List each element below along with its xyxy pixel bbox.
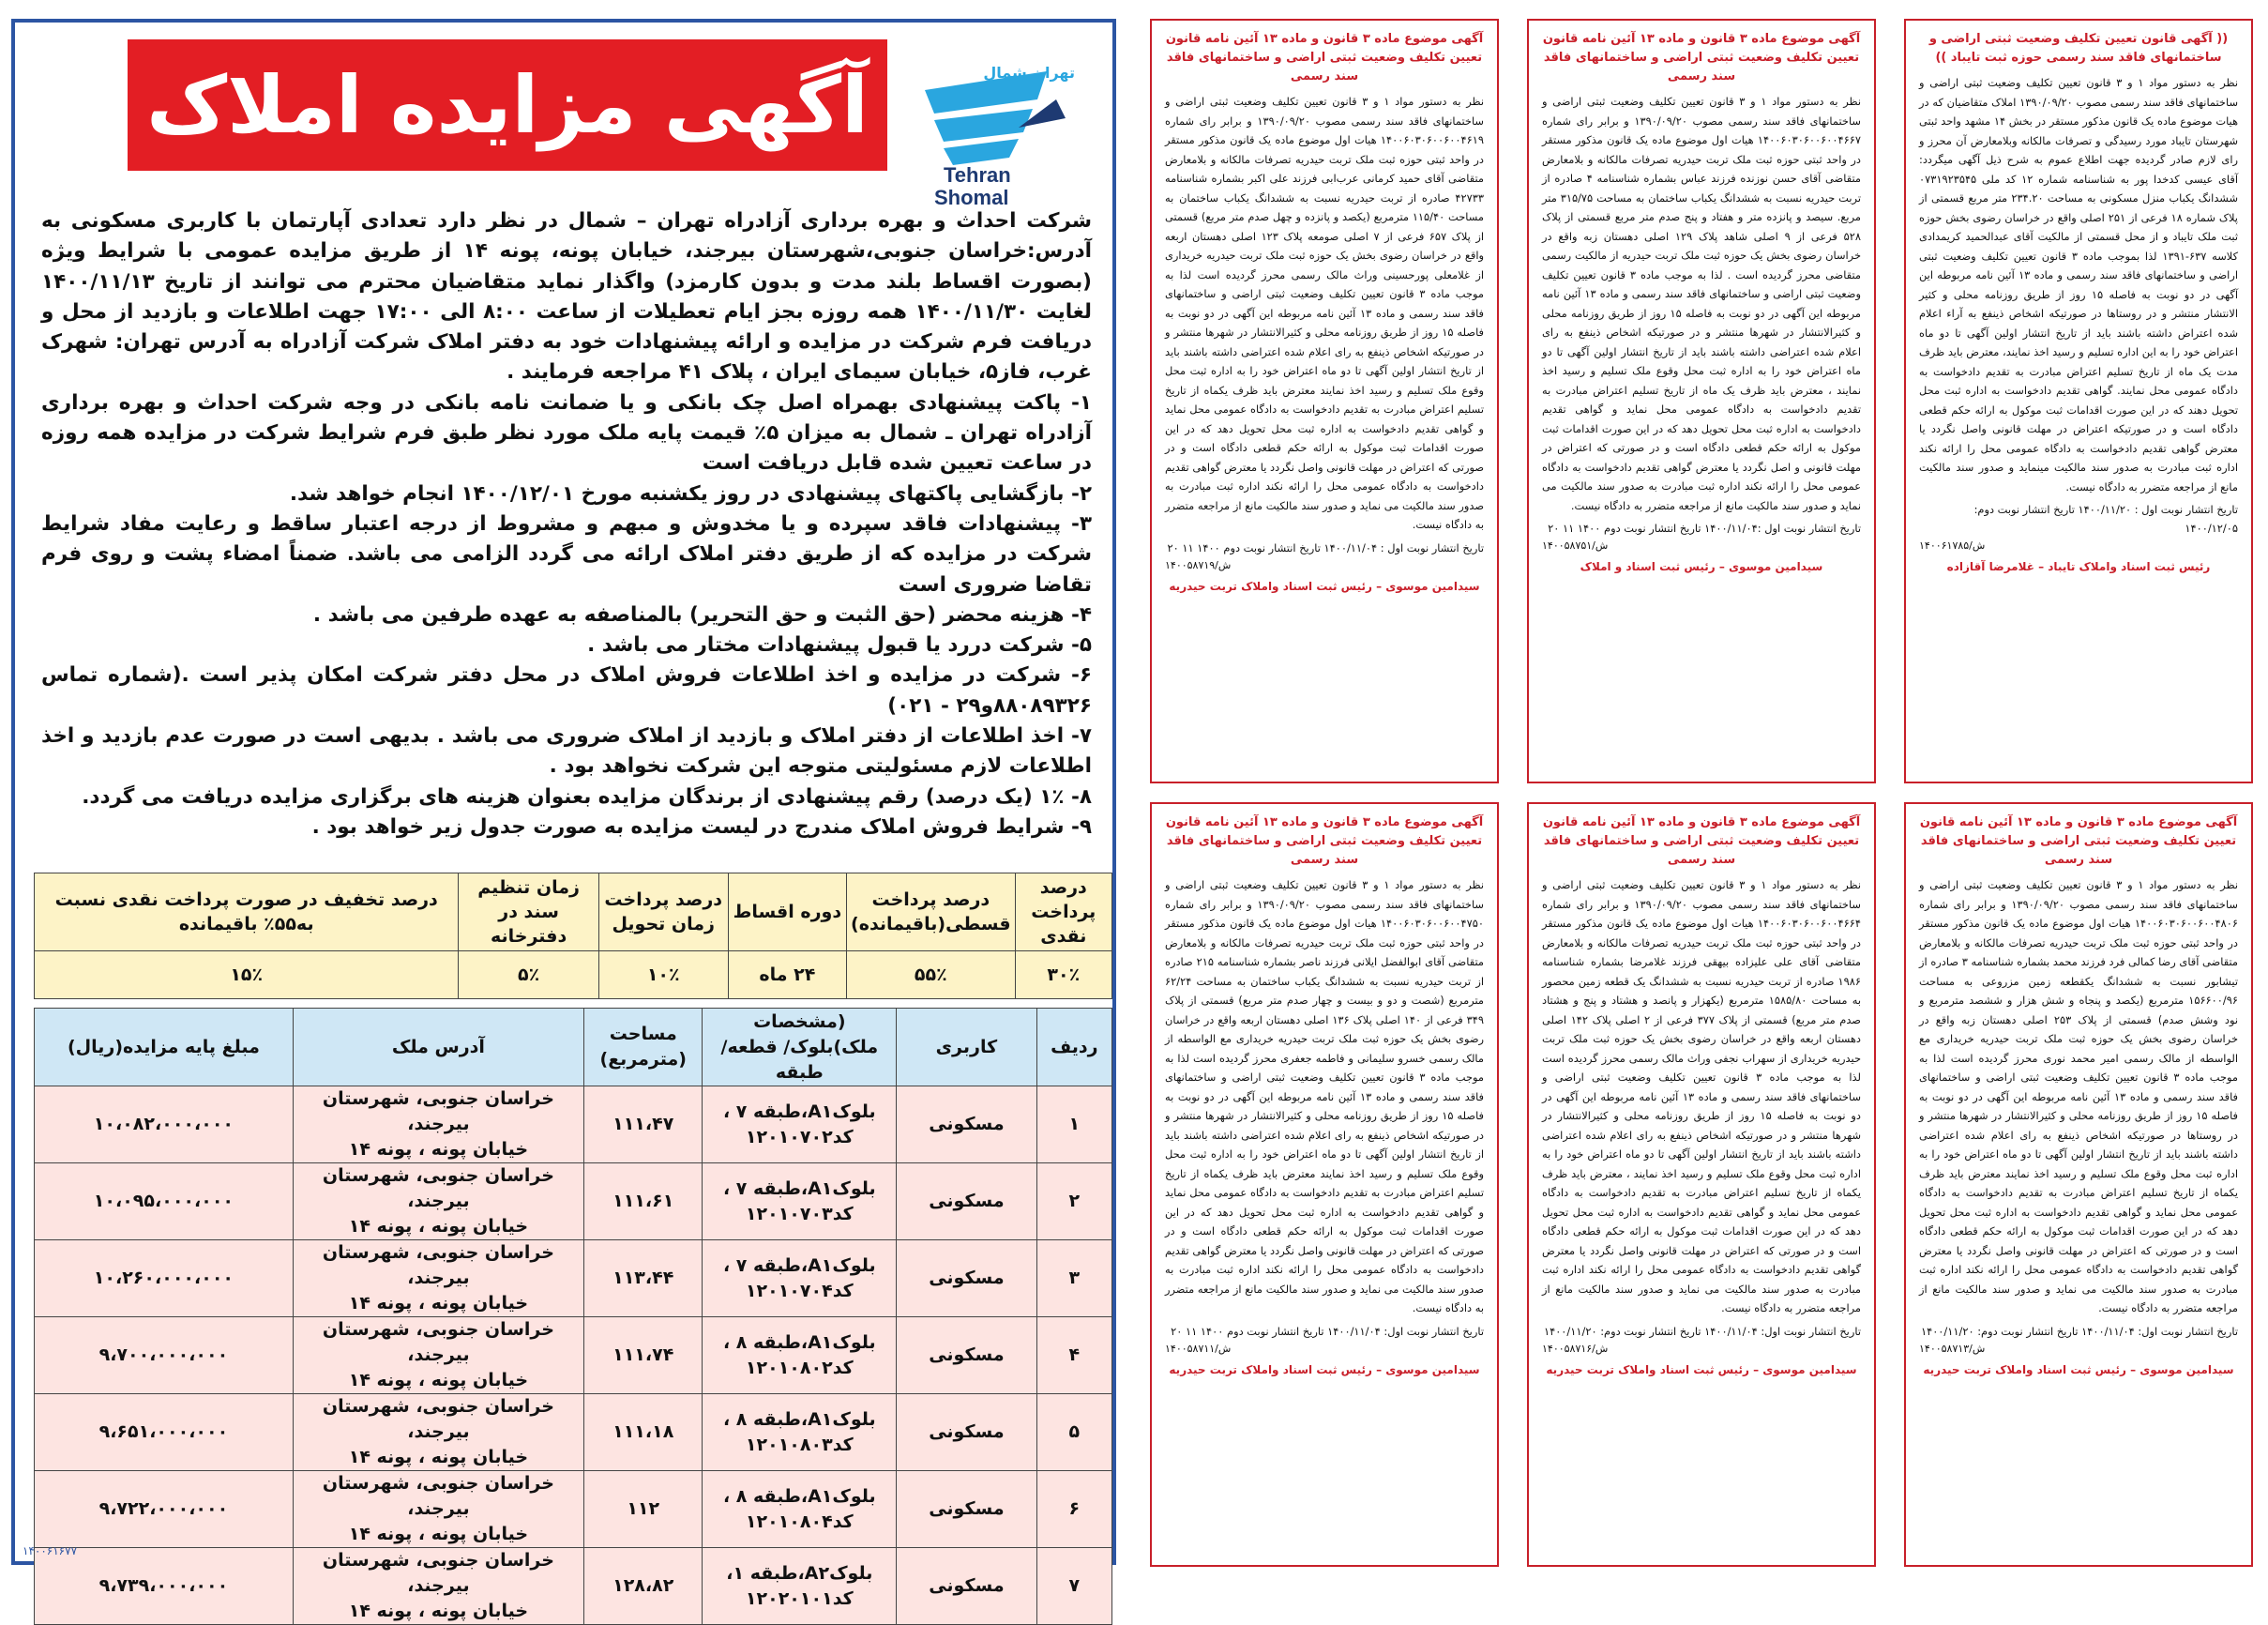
table-row — [35, 1394, 1112, 1471]
properties-header-cell: ردیف — [1036, 1009, 1111, 1086]
table-cell — [293, 1317, 583, 1394]
cell-spec-2: کد۱۲۰۱۰۸۰۳ — [745, 1434, 854, 1455]
table-cell — [1036, 1548, 1111, 1625]
cell-spec-1: بلوکA۱،طبقه ۸ ، — [722, 1408, 876, 1430]
cell-price: ۱۰،۲۶۰،۰۰۰،۰۰۰ — [93, 1268, 234, 1288]
cell-area: ۱۱۳،۴۴ — [612, 1268, 674, 1288]
cell-spec-1: بلوکA۱،طبقه ۷ ، — [722, 1177, 876, 1199]
table-row — [35, 1240, 1112, 1317]
ad-paragraph: ۷- اخذ اطلاعات از دفتر املاک و بازدید از املاک ضروری می باشد . بدیهی است در صورت عدم بازدید و اخذ اطلاعات لازم مسئولیتی متوجه این شرکت نخواهد بود . — [41, 724, 1092, 779]
cell-price: ۱۰،۰۸۲،۰۰۰،۰۰۰ — [93, 1114, 234, 1134]
cell-use: مسکونی — [929, 1421, 1005, 1442]
table-cell — [584, 1548, 703, 1625]
properties-table — [34, 1008, 1112, 1625]
cell-row: ۵ — [1068, 1421, 1081, 1442]
notice-dates: تاریخ انتشار نوبت اول : ۱۴۰۰/۱۱/۲۰ تاریخ انتشار نوبت دوم: ۱۴۰۰/۱۲/۰۵ — [1973, 503, 2238, 535]
notice-signature: سیدامین موسوی – رئیس ثبت اسناد واملاک تربت حیدریه — [1169, 1362, 1480, 1376]
cell-spec-1: بلوکA۱،طبقه ۷ ، — [722, 1101, 876, 1122]
table-cell — [584, 1471, 703, 1548]
table-cell — [1036, 1317, 1111, 1394]
terms-value-cell: ۱۰٪ — [598, 951, 728, 999]
cell-spec-1: بلوکA۱،طبقه ۷ ، — [722, 1254, 876, 1276]
notice-dates: تاریخ انتشار نوبت اول : ۱۴۰۰/۱۱/۰۴ تاریخ انتشار نوبت دوم ۱۴۰۰ ۱۱ ۲۰ — [1167, 540, 1484, 554]
table-cell — [293, 1548, 583, 1625]
terms-header-cell: زمان تنظیم سند در دفترخانه — [459, 873, 598, 951]
table-cell — [35, 1548, 294, 1625]
cell-addr-2: خیابان پونه ، پونه ۱۴ — [348, 1524, 529, 1544]
table-cell — [1036, 1240, 1111, 1317]
table-cell — [584, 1240, 703, 1317]
table-cell — [1036, 1394, 1111, 1471]
terms-value-cell: ۱۵٪ — [35, 951, 459, 999]
ad-paragraph: ۵- شرکت دررد یا قبول پیشنهادات مختار می باشد . — [587, 633, 1092, 658]
ad-banner-title: آگهی مزایده املاک — [146, 59, 869, 151]
table-cell — [584, 1086, 703, 1163]
cell-addr-1: خراسان جنوبی، شهرستان بیرجند، — [322, 1473, 554, 1519]
ad-paragraph: شرکت احداث و بهره برداری آزادراه تهران – شمال در نظر دارد تعدادی آپارتمان با کاربری مسکونی به آدرس:خراسان جنوبی،شهرستان بیرجند، خیابان پونه، پونه ۱۴ از طریق مزایده عمومی با شرایط ویژه (بصورت اقساط بلند مدت و بدون کارمزد) واگذار نماید متقاضیان محترم می توانند از تاریخ ۱۴۰۰/۱۱/۱۳ لغایت ۱۴۰۰/۱۱/۳۰ همه روزه بجز ایام تعطیلات از ساعت ۸:۰۰ الی ۱۷:۰۰ جهت اطلاعات و بازدید از محل و دریافت فرم شرکت در مزایده و ارائه پیشنهادات خود به دفتر املاک شرکت آزادراه به آدرس تهران: شهرک غرب، فاز۵، خیابان سیمای ایران ، پلاک ۴۱ مراجعه فرمایند . — [41, 209, 1092, 385]
notice-dates: تاریخ انتشار نوبت اول: ۱۴۰۰/۱۱/۰۴ تاریخ انتشار نوبت دوم: ۱۴۰۰/۱۱/۲۰ — [1543, 1324, 1861, 1338]
properties-header-cell: کاربری — [897, 1009, 1036, 1086]
table-cell — [897, 1240, 1036, 1317]
cell-area: ۱۱۱،۱۸ — [612, 1421, 674, 1442]
notice-body: نظر به دستور مواد ۱ و ۳ قانون تعیین تکلیف وضعیت ثبتی اراضی و ساختمانهای فاقد سند رسمی مصوب ۱۳۹۰/۰۹/۲۰ و برابر رای شماره ۱۴۰۰۶۰۳۰۶۰۰۶۰۰۴۷۵۰ هیات اول موضوع ماده یک قانون مذکور مستقر در واحد ثبتی حوزه ثبت ملک تربت حیدریه تصرفات مالکانه و بلامعارض متقاضی آقای ابوالفضل ایلانی فرزند ناصر بشماره شناسنامه ۲۱۵ صادره از تربت حیدریه نسبت به ششدانگ یکباب ساختمان به مساحت ۶۲/۲۴ مترمربع (شصت و دو و بیست و چهار صدم متر مربع) قسمتی از پلاک ۳۴۹ فرعی از ۱۴۰ اصلی پلاک ۱۳۶ اصلی دهستان اربعه واقع در خراسان رضوی بخش یک حوزه ثبت ملک تربت حیدریه خریداری مع الواسطه از مالک رسمی خسرو سلیمانی و فاطمه جعفری محرز گردیده است لذا به موجب ماده ۳ قانون تعیین تکلیف وضعیت ثبتی اراضی و ساختمانهای فاقد سند رسمی و ماده ۱۳ آئین نامه مربوطه این آگهی در دو نوبت به فاصله ۱۵ روز از طریق روزنامه محلی و کثیرالانتشار در شهرها منتشر و در صورتیکه اشخاص ذینفع به رای اعلام شده اعتراضی داشته باشند باید از تاریخ انتشار اولین آگهی تا دو ماه اعتراض خود را به اداره ثبت محل وقوع ملک تسلیم و رسید اخذ نمایند معترض باید ظرف یکماه از تاریخ تسلیم اعتراض مبادرت به تقدیم دادخواست به دادگاه عمومی محل نماید و گواهی تقدیم دادخواست به اداره ثبت محل تحویل دهد که در این صورت اقدامات ثبت موکول به ارائه حکم قطعی دادگاه است و در صورتی که اعتراض در مهلت قانونی واصل نگردد یا معترض گواهی تقدیم دادخواست به دادگاه عمومی محل را ارائه نکند اداره ثبت مبادرت به صدور سند مالکیت می نماید و صدور سند مالکیت مانع از مراجعه متضرر به دادگاه نیست. — [1165, 878, 1485, 1314]
cell-addr-2: خیابان پونه ، پونه ۱۴ — [348, 1293, 529, 1314]
table-cell — [703, 1394, 897, 1471]
notice-signature: سیدامین موسوی – رئیس ثبت اسناد واملاک تربت حیدریه — [1923, 1362, 2234, 1376]
table-row — [35, 1471, 1112, 1548]
cell-addr-2: خیابان پونه ، پونه ۱۴ — [348, 1370, 529, 1390]
cell-addr-1: خراسان جنوبی، شهرستان بیرجند، — [322, 1088, 554, 1134]
cell-price: ۹،۷۲۲،۰۰۰،۰۰۰ — [98, 1498, 229, 1519]
notice-code: ۱۴۰۰۵۸۷۱۱/ش — [1165, 1342, 1232, 1355]
cell-area: ۱۱۲ — [627, 1498, 660, 1519]
logo-text-en-1: Tehran — [944, 163, 1011, 187]
ad-paragraph: ۳- پیشنهادات فاقد سپرده و یا مخدوش و مبهم و مشروط از درجه اعتبار ساقط و رعایت مفاد شرایط شرکت در مزایده که از طریق دفتر املاک ارائه می گردد الزامی می باشد. ضمناً امضاء پشت و روی فرم تقاضا ضروری است — [41, 511, 1092, 597]
cell-use: مسکونی — [929, 1575, 1005, 1596]
ad-paragraph: ۴- هزینه محضر (حق الثبت و حق التحریر) بالمناصفه به عهده طرفین می باشد . — [312, 602, 1092, 627]
notice-code: ۱۴۰۰۵۸۷۱۶/ش — [1542, 1342, 1609, 1355]
table-cell — [1036, 1163, 1111, 1240]
cell-spec-1: بلوکA۱،طبقه ۸ ، — [722, 1331, 876, 1353]
cell-price: ۹،۶۵۱،۰۰۰،۰۰۰ — [98, 1421, 229, 1442]
terms-header-cell: درصد پرداخت قسطی(باقیمانده) — [847, 873, 1016, 951]
table-row — [35, 1317, 1112, 1394]
table-cell — [703, 1548, 897, 1625]
table-cell — [584, 1317, 703, 1394]
terms-header-cell: درصد پرداخت زمان تحویل — [598, 873, 728, 951]
cell-use: مسکونی — [929, 1191, 1005, 1211]
properties-header-cell: (مشخصات ملک)بلوک/ قطعه/طبقه — [703, 1009, 897, 1086]
notice-title: (( آگهی قانون تعیین تکلیف وضعیت ثبتی اراضی و ساختمانهای فاقد سند رسمی حوزه ثبت تایباد )) — [1928, 32, 2229, 65]
cell-row: ۶ — [1068, 1498, 1081, 1519]
table-cell — [897, 1548, 1036, 1625]
cell-addr-2: خیابان پونه ، پونه ۱۴ — [348, 1447, 529, 1467]
table-cell — [703, 1317, 897, 1394]
table-cell — [35, 1163, 294, 1240]
notice-title: آگهی موضوع ماده ۳ قانون و ماده ۱۳ آئین نامه قانون تعیین تکلیف وضعیت ثبتی اراضی و ساختمانهای فاقد سند رسمی — [1165, 32, 1484, 84]
notice-code: ۱۴۰۰۵۸۷۱۳/ش — [1919, 1342, 1986, 1355]
terms-header-cell: درصد تخفیف در صورت پرداخت نقدی نسبت به۵۵٪ باقیمانده — [35, 873, 459, 951]
notice-code: ۱۴۰۰۵۸۷۱۹/ش — [1165, 558, 1232, 571]
logo-text-en-2: Shomal — [934, 186, 1009, 209]
terms-header-row — [35, 873, 1112, 951]
terms-value-row — [35, 951, 1112, 999]
table-cell — [584, 1394, 703, 1471]
table-cell — [293, 1163, 583, 1240]
notice-title: آگهی موضوع ماده ۳ قانون و ماده ۱۳ آئین نامه قانون تعیین تکلیف وضعیت ثبتی اراضی و ساختمانهای فاقد سند رسمی — [1542, 32, 1861, 84]
notice-dates: تاریخ انتشار نوبت اول: ۱۴۰۰/۱۱/۰۴ تاریخ انتشار نوبت دوم ۱۴۰۰ ۱۱ ۲۰ — [1171, 1324, 1484, 1338]
cell-addr-1: خراسان جنوبی، شهرستان بیرجند، — [322, 1550, 554, 1596]
table-cell — [897, 1086, 1036, 1163]
table-cell — [897, 1394, 1036, 1471]
ad-paragraph: ۹- شرایط فروش املاک مندرج در لیست مزایده به صورت جدول زیر خواهد بود . — [311, 814, 1092, 839]
ad-banner — [128, 39, 887, 171]
properties-header-row — [35, 1009, 1112, 1086]
cell-use: مسکونی — [929, 1114, 1005, 1134]
table-cell — [293, 1394, 583, 1471]
table-cell — [35, 1240, 294, 1317]
cell-row: ۲ — [1068, 1191, 1081, 1211]
table-cell — [35, 1086, 294, 1163]
notice-dates: تاریخ انتشار نوبت اول :۱۴۰۰/۱۱/۰۴ تاریخ انتشار نوبت دوم ۱۴۰۰ ۱۱ ۲۰ — [1548, 522, 1861, 535]
table-cell — [897, 1163, 1036, 1240]
cell-spec-2: کد۱۲۰۱۰۷۰۲ — [745, 1126, 854, 1147]
terms-value-cell: ۵٪ — [459, 951, 598, 999]
cell-addr-1: خراسان جنوبی، شهرستان بیرجند، — [322, 1165, 554, 1211]
cell-addr-2: خیابان پونه ، پونه ۱۴ — [348, 1139, 529, 1160]
cell-area: ۱۲۸،۸۲ — [612, 1575, 674, 1596]
cell-use: مسکونی — [929, 1344, 1005, 1365]
table-cell — [703, 1240, 897, 1317]
cell-area: ۱۱۱،۶۱ — [612, 1191, 674, 1211]
cell-spec-1: بلوکA۱،طبقه ۸ ، — [722, 1485, 876, 1507]
properties-header-cell: آدرس ملک — [293, 1009, 583, 1086]
table-cell — [35, 1471, 294, 1548]
notice-body: نظر به دستور مواد ۱ و ۳ قانون تعیین تکلیف وضعیت ثبتی اراضی و ساختمانهای فاقد سند رسمی مصوب ۱۳۹۰/۰۹/۲۰ و برابر رای شماره ۱۴۰۰۶۰۳۰۶۰۰۶۰۰۴۸۰۶ هیات اول موضوع ماده یک قانون مذکور مستقر در واحد ثبتی حوزه ثبت ملک تربت حیدریه تصرفات مالکانه و بلامعارض متقاضی آقای رضا کمالی فرد فرزند محمد بشماره شناسنامه ۳ صادره از تیشابور نسبت به ششدانگ یکقطعه زمین مزروعی به مساحت ۱۵۶۶۰۰/۹۶ مترمربع (یکصد و پنجاه و شش هزار و ششصد مترمربع و نود وشش صدم) قسمتی از پلاک ۲۵۳ اصلی دهستان زبه واقع در خراسان رضوی بخش یک حوزه ثبت ملک تربت حیدریه خریداری مع الواسطه از مالک رسمی امیر محمد نوری محرز گردیده است لذا به موجب ماده ۳ قانون تعیین تکلیف وضعیت ثبتی اراضی و ساختمانهای فاقد سند رسمی و ماده ۱۳ آئین نامه مربوطه این آگهی در دو نوبت به فاصله ۱۵ روز از طریق روزنامه محلی و کثیرالانتشار در شهرها منتشر و در روستاها در صورتیکه اشخاص ذینفع به رای اعلام شده اعتراضی داشته باشند باید از تاریخ انتشار اولین آگهی تا دو ماه اعتراض خود را به اداره ثبت محل وقوع ملک تسلیم و رسید اخذ نمایند معترض باید ظرف یکماه از تاریخ تسلیم اعتراض مبادرت به تقدیم دادخواست به دادگاه عمومی محل نماید و گواهی تقدیم دادخواست به اداره ثبت محل تحویل دهد که در این صورت اقدامات ثبت موکول به ارائه حکم قطعی دادگاه است و در صورتی که اعتراض در مهلت قانونی واصل نگردد یا معترض گواهی تقدیم دادخواست به دادگاه عمومی محل را ارائه نکند اداره ثبت مبادرت به صدور سند مالکیت می نماید و صدور سند مالکیت مانع از مراجعه متضرر به دادگاه نیست. — [1919, 878, 2239, 1314]
table-cell — [703, 1471, 897, 1548]
cell-price: ۹،۷۰۰،۰۰۰،۰۰۰ — [98, 1344, 229, 1365]
properties-body — [35, 1086, 1112, 1625]
registration-notices — [1146, 19, 2253, 1567]
notice-body: نظر به دستور مواد ۱ و ۳ قانون تعیین تکلیف وضعیت ثبتی اراضی و ساختمانهای فاقد سند رسمی مصوب ۱۳۹۰/۰۹/۲۰ و برابر رای شماره ۱۴۰۰۶۰۳۰۶۰۰۶۰۰۴۶۶۴ هیات اول موضوع ماده یک قانون مذکور مستقر در واحد ثبتی حوزه ثبت ملک تربت حیدریه تصرفات مالکانه و بلامعارض متقاضی آقای علی علیزاده بیهقی فرزند غلامرضا بشماره شناسنامه ۱۹۸۶ صادره از تربت حیدریه نسبت به ششدانگ یک قطعه زمین محصور به مساحت ۱۵۸۵/۸۰ مترمربع (یکهزار و پانصد و هشتاد و پنج و هشتاد صدم متر مربع) قسمتی از پلاک ۳۷۷ فرعی از ۲ اصلی پلاک ۱۴۲ اصلی دهستان اربعه واقع در خراسان رضوی بخش یک حوزه ثبت ملک تربت حیدریه خریداری از سهراب نجفی وراث مالک رسمی محرز گردیده است لذا به موجب ماده ۳ قانون تعیین تکلیف وضعیت ثبتی اراضی و ساختمانهای فاقد سند رسمی و ماده ۱۳ آئین نامه مربوطه این آگهی در دو نوبت به فاصله ۱۵ روز از طریق روزنامه محلی و کثیرالانتشار در شهرها منتشر و در صورتیکه اشخاص ذینفع به رای اعلام شده اعتراضی داشته باشند باید از تاریخ انتشار اولین آگهی تا دو ماه اعتراض خود را به اداره ثبت محل وقوع ملک تسلیم و رسید اخذ نمایند ، معترض باید ظرف یکماه از تاریخ تسلیم اعتراض مبادرت به تقدیم دادخواست به دادگاه عمومی محل نماید و گواهی تقدیم دادخواست به اداره ثبت محل تحویل دهد که در این صورت اقدامات ثبت موکول به ارائه حکم قطعی دادگاه است و در صورتی که اعتراض در مهلت قانونی واصل نگردد یا معترض گواهی تقدیم دادخواست به دادگاه عمومی محل را ارائه نکند اداره ثبت مبادرت به صدور سند مالکیت می نماید و صدور سند مالکیت مانع از مراجعه متضرر به دادگاه نیست. — [1542, 878, 1862, 1314]
notice-body: نظر به دستور مواد ۱ و ۳ قانون تعیین تکلیف وضعیت ثبتی اراضی و ساختمانهای فاقد سند رسمی مصوب ۱۳۹۰/۰۹/۲۰ املاک متقاضیان که در هیات موضوع ماده یک قانون مذکور مستقر در بخش ۱۴ مشهد واحد ثبتی شهرستان تایباد مورد رسیدگی و تصرفات مالکانه وبلامعارض آن محرز و رای لازم صادر گردیده جهت اطلاع عموم به شرح ذیل آگهی میگردد: آقای عیسی کدخدا پور به شناسنامه شماره ۱۲ کد ملی ۰۷۳۱۹۲۳۵۴۵ ششدانگ یکباب منزل مسکونی به مساحت ۲۳۴.۲۰ متر مربع قسمتی از پلاک شماره ۱۸ فرعی از ۲۵۱ اصلی واقع در خراسان رضوی بخش حوزه ثبت ملک تایباد و از محل قسمتی از مالکیت آقای عبدالحمید کریمدادی کلاسه ۶۳۷-۱۳۹۱ لذا بموجب ماده ۳ قانون تعیین تکلیف وضعیت ثبتی اراضی و ساختمانهای فاقد سند رسمی و ماده ۱۳ آئین نامه مربوطه این آگهی در دو نوبت به فاصله ۱۵ روز از طریق روزنامه محلی و کثیر الانتشار منتشر و در روستاها در صورتیکه اشخاص ذینفع به آراء اعلام شده اعتراض داشته باشند باید از تاریخ انتشار اولین آگهی تا دو ماه اعتراض خود را به این اداره تسلیم و رسید اخذ نمایند، معترض باید ظرف مدت یک ماه از تاریخ تسلیم اعتراض مبادرت به تقدیم دادخواست به دادگاه عمومی محل نمایند. گواهی تقدیم دادخواست به اداره ثبت محل تحویل دهند که در این صورت اقدامات ثبت موکول به ارائه حکم قطعی دادگاه است و در صورتیکه اعتراض در مهلت قانونی واصل نگردد یا معترض گواهی تقدیم دادخواست به دادگاه عمومی محل را ارائه نکند اداره ثبت مبادرت به صدور سند مالکیت مینماید و صدور سند مالکیت مانع از مراجعه متضرر به دادگاه نیست. — [1919, 76, 2239, 494]
notice-title: آگهی موضوع ماده ۳ قانون و ماده ۱۳ آئین نامه قانون تعیین تکلیف وضعیت ثبتی اراضی و ساختمانهای فاقد سند رسمی — [1165, 815, 1484, 867]
notice-code: ۱۴۰۰۵۸۷۵۱/ش — [1542, 539, 1609, 552]
table-cell — [293, 1471, 583, 1548]
table-cell — [1036, 1086, 1111, 1163]
ad-paragraph: ۶- شرکت در مزایده و اخذ اطلاعات فروش املاک در محل دفتر شرکت امکان پذیر است .(شماره تماس ۸۸۰۸۹۳۲۶و۲۹ - ۰۲۱) — [41, 663, 1092, 718]
notice-signature: سیدامین موسوی – رئیس ثبت اسناد و املاک — [1580, 560, 1823, 573]
cell-area: ۱۱۱،۴۷ — [612, 1114, 674, 1134]
cell-row: ۴ — [1068, 1344, 1081, 1365]
notice-title: آگهی موضوع ماده ۳ قانون و ماده ۱۳ آئین نامه قانون تعیین تکلیف وضعیت ثبتی اراضی و ساختمانهای فاقد سند رسمی — [1542, 815, 1861, 867]
table-cell — [293, 1086, 583, 1163]
ad-paragraph: ۸- ۱٪ (یک درصد) رقم پیشنهادی از برندگان مزایده بعنوان هزینه های برگزاری مزایده دریافت می گردد. — [82, 784, 1092, 809]
cell-addr-2: خیابان پونه ، پونه ۱۴ — [348, 1216, 529, 1237]
notice-dates: تاریخ انتشار نوبت اول: ۱۴۰۰/۱۱/۰۴ تاریخ انتشار نوبت دوم: ۱۴۰۰/۱۱/۲۰ — [1920, 1324, 2238, 1338]
properties-header-cell: مبلغ پایه مزایده(ریال) — [35, 1009, 294, 1086]
terms-value-cell: ۵۵٪ — [847, 951, 1016, 999]
table-cell — [703, 1163, 897, 1240]
table-row — [35, 1163, 1112, 1240]
cell-spec-2: کد۱۲۰۱۰۸۰۴ — [745, 1511, 854, 1532]
auction-ad — [11, 19, 1116, 1621]
cell-spec-2: کد۱۲۰۱۰۸۰۲ — [745, 1357, 854, 1378]
payment-terms-table — [34, 873, 1112, 999]
table-cell — [897, 1317, 1036, 1394]
notice-torbat-4 — [1527, 802, 1876, 1567]
cell-spec-1: بلوکA۲،طبقه ۱، — [726, 1562, 873, 1584]
ad-body-text — [41, 206, 1092, 843]
cell-price: ۹،۷۳۹،۰۰۰،۰۰۰ — [98, 1575, 229, 1596]
notice-torbat-1 — [1527, 19, 1876, 783]
cell-spec-2: کد۱۲۰۱۰۷۰۳ — [745, 1203, 854, 1224]
table-cell — [293, 1240, 583, 1317]
cell-addr-1: خراسان جنوبی، شهرستان بیرجند، — [322, 1242, 554, 1288]
properties-header-cell: مساحت (مترمربع) — [584, 1009, 703, 1086]
table-cell — [1036, 1471, 1111, 1548]
table-row — [35, 1086, 1112, 1163]
table-cell — [897, 1471, 1036, 1548]
ad-paragraph: ۲- بازگشایی پاکتهای پیشنهادی در روز یکشنبه مورخ ۱۴۰۰/۱۲/۰۱ انجام خواهد شد. — [289, 481, 1092, 506]
cell-use: مسکونی — [929, 1268, 1005, 1288]
cell-spec-2: کد۱۲۰۱۰۷۰۴ — [745, 1280, 854, 1301]
notice-torbat-5 — [1150, 802, 1499, 1567]
cell-row: ۳ — [1068, 1268, 1081, 1288]
notice-torbat-2 — [1150, 19, 1499, 783]
cell-addr-2: خیابان پونه ، پونه ۱۴ — [348, 1601, 529, 1621]
cell-row: ۱ — [1068, 1114, 1081, 1134]
table-cell — [703, 1086, 897, 1163]
notice-torbat-3 — [1904, 802, 2253, 1567]
table-cell — [35, 1394, 294, 1471]
terms-header-cell: درصد پرداخت نقدی — [1015, 873, 1111, 951]
notice-title: آگهی موضوع ماده ۳ قانون و ماده ۱۳ آئین نامه قانون تعیین تکلیف وضعیت ثبتی اراضی و ساختمانهای فاقد سند رسمی — [1919, 815, 2238, 867]
cell-addr-1: خراسان جنوبی، شهرستان بیرجند، — [322, 1319, 554, 1365]
notice-body: نظر به دستور مواد ۱ و ۳ قانون تعیین تکلیف وضعیت ثبتی اراضی و ساختمانهای فاقد سند رسمی مصوب ۱۳۹۰/۰۹/۲۰ و برابر رای شماره ۱۴۰۰۶۰۳۰۶۰۰۶۰۰۴۶۶۷ هیات اول موضوع ماده یک قانون مذکور مستقر در واحد ثبتی حوزه ثبت ملک تربت حیدریه تصرفات مالکانه و بلامعارض متقاضی آقای حسن نوزنده فرزند عباس بشماره شناسنامه ۴ صادره از تربت حیدریه نسبت به ششدانگ یکباب ساختمان به مساحت ۳۱۵/۷۵ متر مربع. سیصد و پانزده متر و هفتاد و پنج صدم متر مربع قسمتی از پلاک ۵۲۸ فرعی از ۹ اصلی شاهد پلاک ۱۲۹ اصلی دهستان زبه واقع در خراسان رضوی بخش یک حوزه ثبت ملک تربت حیدریه از مالکیت رسمی متقاضی محرز گردیده است . لذا به موجب ماده ۳ قانون تعیین تکلیف وضعیت ثبتی اراضی و ساختمانهای فاقد سند رسمی و ماده ۱۳ آئین نامه مربوطه این آگهی در دو نوبت به فاصله ۱۵ روز از طریق روزنامه محلی و کثیرالانتشار در شهرها منتشر و در صورتیکه اشخاص ذینفع به رای اعلام شده اعتراضی داشته باشند باید از تاریخ انتشار اولین آگهی تا دو ماه اعتراض خود را به اداره ثبت محل وقوع ملک تسلیم و رسید اخذ نمایند ، معترض باید ظرف یک ماه از تاریخ تسلیم اعتراض مبادرت به تقدیم دادخواست به دادگاه عمومی محل نماید و گواهی تقدیم دادخواست به اداره ثبت محل تحویل دهد که در این صورت اقدامات ثبت موکول به ارائه حکم قطعی دادگاه است و در صورتی که اعتراض در مهلت قانونی و اصل نگردد یا معترض گواهی تقدیم دادخواست به دادگاه عمومی محل را ارائه نکند اداره ثبت مبادرت به صدور سند مالکیت می نماید و صدور سند مالکیت مانع از مراجعه متضرر به دادگاه نیست. — [1542, 95, 1862, 512]
notice-signature: سیدامین موسوی – رئیس ثبت اسناد واملاک تربت حیدریه — [1169, 579, 1480, 593]
terms-value-cell: ۲۴ ماه — [728, 951, 846, 999]
notice-taybad — [1904, 19, 2253, 783]
table-cell — [584, 1163, 703, 1240]
tehran-shomal-logo — [906, 62, 1084, 212]
terms-value-cell: ۳۰٪ — [1015, 951, 1111, 999]
cell-use: مسکونی — [929, 1498, 1005, 1519]
ad-code: ۱۴۰۰۶۱۶۷۷ — [23, 1544, 78, 1557]
table-row — [35, 1548, 1112, 1625]
cell-price: ۱۰،۰۹۵،۰۰۰،۰۰۰ — [93, 1191, 234, 1211]
logo-text-fa: تهران شمال — [983, 64, 1075, 82]
cell-area: ۱۱۱،۷۴ — [612, 1344, 674, 1365]
terms-header-cell: دوره اقساط — [728, 873, 846, 951]
cell-addr-1: خراسان جنوبی، شهرستان بیرجند، — [322, 1396, 554, 1442]
table-cell — [35, 1317, 294, 1394]
cell-row: ۷ — [1068, 1575, 1081, 1596]
ad-paragraph: ۱- پاکت پیشنهادی بهمراه اصل چک بانکی و یا ضمانت نامه بانکی در وجه شرکت احداث و بهره برداری آزادراه تهران ـ شمال به میزان ۵٪ قیمت پایه ملک مورد نظر طبق فرم شرایط شرکت در مزایده همه روزه در ساعت تعیین شده قابل دریافت است — [41, 390, 1092, 476]
notice-body: نظر به دستور مواد ۱ و ۳ قانون تعیین تکلیف وضعیت ثبتی اراضی و ساختمانهای فاقد سند رسمی مصوب ۱۳۹۰/۰۹/۲۰ و برابر رای شماره ۱۴۰۰۶۰۳۰۶۰۰۶۰۰۴۶۱۹ هیات اول موضوع ماده یک قانون مذکور مستقر در واحد ثبتی حوزه ثبت ملک تربت حیدریه تصرفات مالکانه و بلامعارض متقاضی آقای حمید کرمانی عرب‌ابی فرزند علی اکبر بشماره شناسنامه ۴۲۷۳۳ صادره از تربت حیدریه نسبت به ششدانگ یکباب ساختمان به مساحت ۱۱۵/۴۰ مترمربع (یکصد و پانزده و چهل صدم متر مربع) قسمتی از پلاک ۶۵۷ فرعی از ۷ اصلی صومعه پلاک ۱۲۳ اصلی دهستان اربعه واقع در خراسان رضوی بخش یک حوزه ثبت ملک تربت حیدریه خریداری از غلامعلی پورحسینی وراث مالک رسمی محرز گردیده است لذا به موجب ماده ۳ قانون تعیین تکلیف وضعیت ثبتی اراضی و ساختمانهای فاقد سند رسمی و ماده ۱۳ آئین نامه مربوطه این آگهی در دو نوبت به فاصله ۱۵ روز از طریق روزنامه محلی و کثیرالانتشار در شهرها منتشر و در صورتیکه اشخاص ذینفع به رای اعلام شده اعتراضی داشته باشند باید از تاریخ انتشار اولین آگهی تا دو ماه اعتراض خود را به اداره ثبت محل وقوع ملک تسلیم و رسید اخذ نمایند معترض باید ظرف یکماه از تاریخ تسلیم اعتراض مبادرت به تقدیم دادخواست به دادگاه عمومی محل نماید و گواهی تقدیم دادخواست به اداره ثبت محل تحویل دهد که در این صورت اقدامات ثبت موکول به ارائه حکم قطعی دادگاه است و در صورتی که اعتراض در مهلت قانونی واصل نگردد یا معترض گواهی تقدیم دادخواست به دادگاه عمومی محل را ارائه نکند اداره ثبت مبادرت به صدور سند مالکیت می نماید و صدور سند مالکیت مانع از مراجعه متضرر به دادگاه نیست. — [1165, 95, 1485, 531]
cell-spec-2: کد۱۲۰۲۰۱۰۱ — [745, 1587, 854, 1609]
notice-signature: رئیس ثبت اسناد واملاک تایباد – غلامرضا آقازاده — [1946, 560, 2211, 573]
notice-signature: سیدامین موسوی – رئیس ثبت اسناد واملاک تربت حیدریه — [1546, 1362, 1857, 1376]
notice-code: ۱۴۰۰۶۱۷۸۵/ش — [1919, 539, 1986, 552]
